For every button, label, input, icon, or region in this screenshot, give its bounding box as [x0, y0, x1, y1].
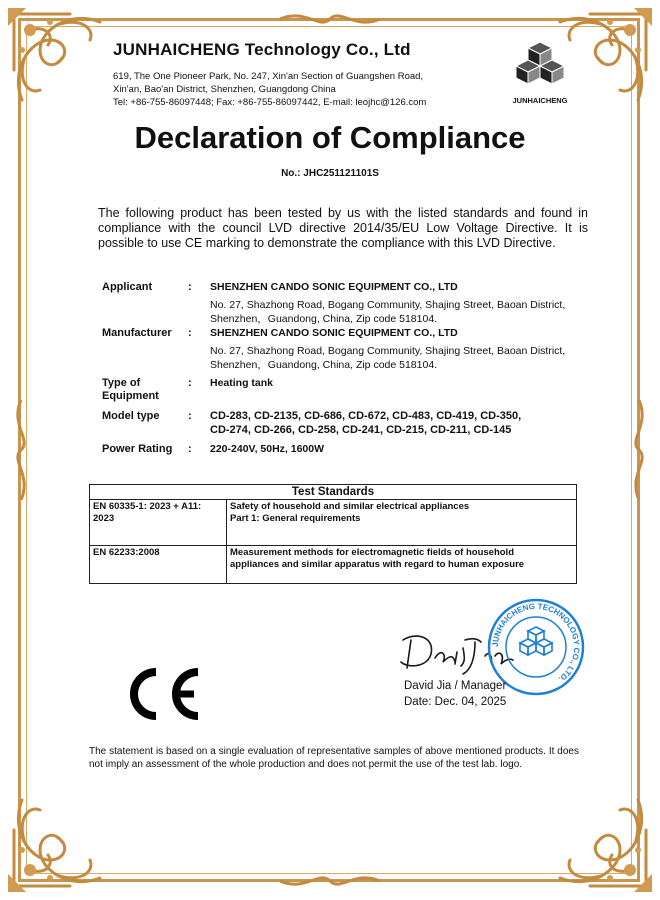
company-address — [113, 70, 473, 109]
standard-description — [227, 546, 577, 584]
side-ornament-icon — [628, 400, 650, 500]
standard-description-line-1: Safety of household and similar electrical appliances — [230, 501, 470, 512]
power-colon: : — [188, 443, 192, 455]
seal-text: JUNHAICHENG TECHNOLOGY CO., LTD. — [490, 601, 582, 684]
applicant-address: No. 27, Shazhong Road, Bogang Community, Shajing Street, Baoan District, Shenzhen，Guandong, China, Zip code 518104. — [210, 299, 566, 325]
company-logo — [500, 40, 580, 110]
corner-ornament-icon — [0, 0, 120, 120]
statement-paragraph: The statement is based on a single evaluation of representative samples of above mentioned products. It does not imply an assessment of the whole production and does not permit the use of the test lab. logo. — [89, 746, 579, 770]
manufacturer-colon: : — [188, 327, 192, 339]
standard-description-line-2: appliances and similar apparatus with regard to human exposure — [230, 559, 525, 570]
table-row — [90, 546, 577, 584]
signer-name: David Jia / Manager — [404, 680, 507, 692]
power-value: 220-240V, 50Hz, 1600W — [210, 443, 325, 455]
standard-description-line-2: Part 1: General requirements — [230, 513, 361, 524]
standards-table — [89, 484, 577, 584]
contact-line: Tel: +86-755-86097448; Fax: +86-755-86097442, E-mail: leojhc@126.com — [113, 97, 427, 108]
ce-mark-icon — [124, 664, 204, 724]
standard-code: EN 62233:2008 — [90, 546, 227, 584]
equipment-label — [102, 377, 159, 403]
document-number: No.: JHC251121101S — [281, 168, 379, 179]
applicant-colon: : — [188, 281, 192, 293]
model-colon: : — [188, 410, 192, 422]
applicant-value — [210, 280, 585, 326]
logo-text: JUNHAICHENG — [512, 96, 568, 105]
standards-header-row — [90, 485, 577, 500]
model-line-2: CD-274, CD-266, CD-258, CD-241, CD-215, CD-211, CD-145 — [210, 424, 512, 436]
standard-code: EN 60335-1: 2023 + A11: 2023 — [90, 500, 227, 546]
intro-paragraph: The following product has been tested by us with the listed standards and found in compliance with the council LVD directive 2014/35/EU Low Voltage Directive. It is possible to use CE marking to demonstrate the compliance with this LVD Directive. — [98, 206, 588, 250]
company-logo-icon — [500, 40, 580, 96]
document-title: Declaration of Compliance — [134, 120, 526, 155]
applicant-label: Applicant — [102, 281, 153, 293]
applicant-name: SHENZHEN CANDO SONIC EQUIPMENT CO., LTD — [210, 281, 458, 293]
standard-description-line-1: Measurement methods for electromagnetic fields of household — [230, 547, 514, 558]
equipment-label-line-2: Equipment — [102, 390, 159, 402]
model-label: Model type — [102, 410, 160, 422]
power-label: Power Rating — [102, 443, 173, 455]
manufacturer-value — [210, 326, 585, 372]
address-line-1: 619, The One Pioneer Park, No. 247, Xin'an Section of Guangshen Road, — [113, 71, 424, 82]
manufacturer-label: Manufacturer — [102, 327, 172, 339]
equipment-value: Heating tank — [210, 377, 274, 389]
signature-date: Date: Dec. 04, 2025 — [404, 696, 507, 708]
bottom-ornament-icon — [280, 870, 380, 892]
side-ornament-icon — [10, 400, 32, 500]
corner-ornament-icon — [540, 780, 660, 900]
equipment-label-line-1: Type of — [102, 377, 141, 389]
standards-header: Test Standards — [90, 485, 577, 500]
table-row — [90, 500, 577, 546]
company-name: JUNHAICHENG Technology Co., Ltd — [113, 40, 411, 59]
address-line-2: Xin'an, Bao'an District, Shenzhen, Guangdong China — [113, 84, 336, 95]
model-value — [210, 409, 585, 437]
equipment-colon: : — [188, 377, 192, 389]
manufacturer-name: SHENZHEN CANDO SONIC EQUIPMENT CO., LTD — [210, 327, 458, 339]
top-ornament-icon — [280, 8, 380, 30]
corner-ornament-icon — [0, 780, 120, 900]
model-line-1: CD-283, CD-2135, CD-686, CD-672, CD-483, CD-419, CD-350, — [210, 410, 522, 422]
standard-description — [227, 500, 577, 546]
manufacturer-address: No. 27, Shazhong Road, Bogang Community, Shajing Street, Baoan District, Shenzhen，Guandong, China, Zip code 518104. — [210, 345, 566, 371]
